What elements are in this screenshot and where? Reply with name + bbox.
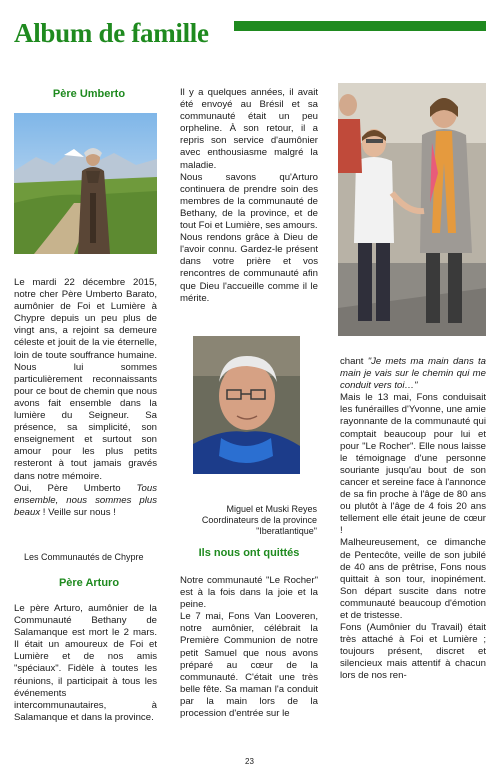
title-rule — [234, 21, 486, 31]
heading-umberto: Père Umberto — [52, 88, 126, 100]
arturo-col2-p1: Il y a quelques années, il avait été envoyé au Brésil et sa communauté était un peu orpheline. À son retour, il a repris son service d'aumônier avec enthousiasme malgré la maladie. — [180, 87, 318, 171]
quittes-text-col3 — [340, 356, 486, 683]
photo-communion — [338, 83, 486, 336]
umberto-body: Le mardi 22 décembre 2015, notre cher Père Umberto Barato, aumônier de Foi et Lumière à Chypre depuis un peu plus de vingt ans, a rejoint sa demeure céleste et jouit de la vie éternelle, loin de toute souffrance humaine. Nous lui sommes particulièrement reconnaissants pour ce bout de chemin que nous avons fait ensemble dans la lumière du Seigneur. Sa présence, sa simplicité, son enseignement et surtout son amour pour les plus petits resteront à tout jamais gravés dans notre mémoire. — [14, 277, 157, 482]
umberto-closing: Oui, Père Umberto Tous ensemble, nous sommes plus beaux ! Veille sur nous ! — [14, 482, 157, 518]
caption-role: Coordinateurs de la province — [201, 515, 317, 525]
page-title: Album de famille — [14, 18, 209, 48]
quittes-col3-p2: Mais le 13 mai, Fons conduisait les funérailles d'Yvonne, une amie rayonnante de la communauté qui comptait beaucoup pour lui et pour "Le Rocher". Elle nous laisse le témoignage d'une personne souriante jusqu'au bout de son cancer et sereine face à l'annonce de sa fin proche à l'âge de 80 ans ou plutôt à l'âge de 4 fois 20 ans tellement elle était jeune de cœur ! — [340, 392, 486, 537]
arturo-col2-p2: Nous savons qu'Arturo continuera de prendre soin des membres de la communauté de Bethany, de la province, et de tout Foi et Lumière, ses amours. — [180, 171, 318, 232]
heading-quittes: Ils nous ont quittés — [198, 547, 300, 559]
page-number: 23 — [245, 757, 254, 766]
caption-province: "Iberatlantique" — [256, 526, 317, 536]
heading-arturo: Père Arturo — [58, 577, 120, 589]
quittes-col3-p1: chant "Je mets ma main dans ta main je vais sur le chemin qui me conduit vers toi…" — [340, 356, 486, 392]
arturo-text-col1 — [14, 603, 157, 724]
umberto-signature: Les Communautés de Chypre — [24, 552, 144, 562]
photo-umberto — [14, 113, 157, 254]
quittes-col2-p1: Notre communauté "Le Rocher" est à la fois dans la joie et la peine. — [180, 575, 318, 611]
arturo-col2-p3: Nous rendons grâce à Dieu de l'avoir connu. Gardez-le présent dans votre prière et vos rencontres de communauté afin que Dieu l'accueille comme il le mérite. — [180, 232, 318, 304]
arturo-text-col2 — [180, 87, 318, 305]
quittes-col2-p2: Le 7 mai, Fons Van Looveren, notre aumônier, célébrait la Première Communion de notre petit Samuel que nous avons préparé au cœur de la communauté. C'était une très belle fête. Sa maman l'a conduit par la main lors de la procession d'entrée sur le — [180, 611, 318, 720]
umberto-text — [14, 277, 157, 519]
quittes-col3-p4: Fons (Aumônier du Travail) était très attaché à Foi et Lumière ; toujours présent, discret et silencieux mais attentif à chacun lors de nos ren- — [340, 622, 486, 682]
quittes-text-col2 — [180, 575, 318, 720]
arturo-col1: Le père Arturo, aumônier de la Communauté Bethany de Salamanque est mort le 2 mars. Il était un amoureux de Foi et Lumière et de nos amis "spéciaux". Fidèle à toutes les réunions, il participait à tous les événements intercommunautaires, à Salamanque et dans la province. — [14, 603, 157, 723]
arturo-caption — [180, 504, 317, 537]
quittes-col3-p3: Malheureusement, ce dimanche de Pentecôte, veille de son jubilé de 40 ans de prêtrise, Fons nous quittait à son tour, inopinément. Son départ suscite dans notre communauté beaucoup d'émotion et de tristesse. — [340, 537, 486, 621]
photo-arturo — [193, 336, 300, 474]
caption-names: Miguel et Muski Reyes — [226, 504, 317, 514]
